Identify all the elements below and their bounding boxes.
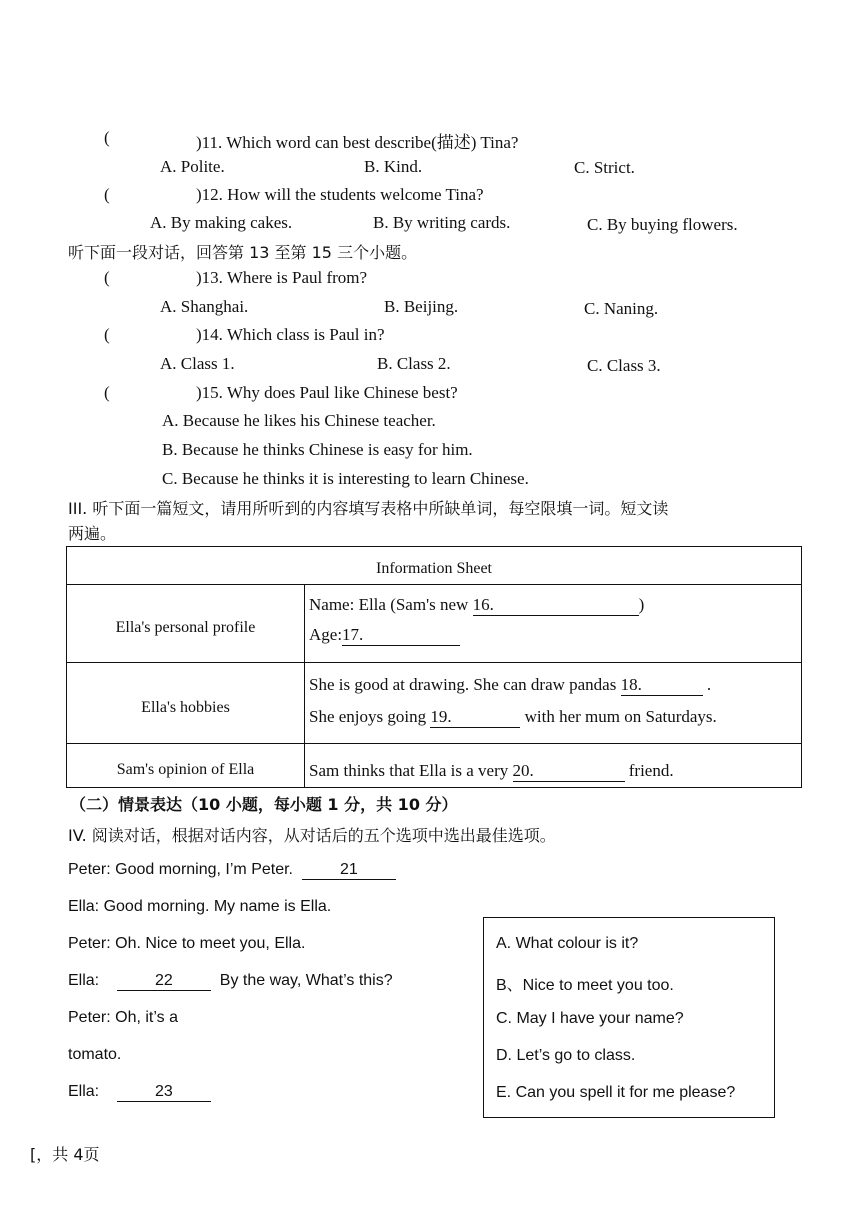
- option: C. By buying flowers.: [587, 215, 738, 234]
- blank-22[interactable]: 22: [117, 972, 211, 991]
- table-cell-line: Age:17.: [309, 625, 460, 646]
- option: B. By writing cards.: [373, 213, 511, 232]
- information-sheet-table: [66, 546, 802, 788]
- blank-20[interactable]: 20.: [513, 761, 625, 782]
- dialogue-line: Ella: Good morning. My name is Ella.: [68, 898, 332, 915]
- answer-paren: (: [104, 383, 110, 402]
- option: C. Class 3.: [587, 356, 661, 375]
- option: A. Because he likes his Chinese teacher.: [162, 411, 436, 430]
- dialogue-line: Ella: 23: [68, 1083, 211, 1102]
- dialogue-line: tomato.: [68, 1046, 122, 1063]
- row-label: Ella's personal profile: [115, 619, 256, 636]
- option: C. Naning.: [584, 299, 659, 318]
- option: B. Beijing.: [384, 297, 459, 316]
- question-stem: )15. Why does Paul like Chinese best?: [196, 383, 458, 402]
- table-cell-line: Sam thinks that Ella is a very 20. friend.: [309, 761, 674, 780]
- option: C. Strict.: [574, 158, 635, 177]
- option: A. Shanghai.: [160, 297, 249, 316]
- answer-paren: (: [104, 325, 110, 344]
- dialog-intro: 听下面一段对话，回答第 13 至第 15 三个小题。: [68, 243, 418, 262]
- table-title: Information Sheet: [376, 560, 492, 577]
- table-column-rule: [304, 584, 305, 787]
- table-cell-line: Name: Ella (Sam's new 16. ): [309, 595, 645, 614]
- row-label: Sam's opinion of Ella: [116, 761, 255, 778]
- question-stem: )11. Which word can best describe(描述) Tina?: [196, 133, 519, 152]
- section-3-instruction-cont: 两遍。: [68, 524, 117, 543]
- part-heading: （二）情景表达（10 小题，每小题 1 分，共 10 分）: [70, 795, 458, 814]
- choice-d: D. Let’s go to class.: [496, 1047, 636, 1064]
- section-4-instruction: IV. 阅读对话，根据对话内容，从对话后的五个选项中选出最佳选项。: [68, 826, 556, 845]
- option: A. By making cakes.: [150, 213, 293, 232]
- table-cell-line: She enjoys going 19. with her mum on Saturdays.: [309, 707, 717, 726]
- blank-18[interactable]: 18.: [621, 675, 703, 696]
- option: A. Polite.: [160, 157, 225, 176]
- blank-21[interactable]: 21: [302, 861, 396, 880]
- table-rule: [67, 584, 801, 585]
- section-3-instruction: III. 听下面一篇短文，请用所听到的内容填写表格中所缺单词，每空限填一词。短文读: [68, 499, 669, 518]
- blank-19[interactable]: 19.: [430, 707, 520, 728]
- dialogue-line: Ella: 22 By the way, What’s this?: [68, 972, 393, 989]
- dialogue-line: Peter: Oh. Nice to meet you, Ella.: [68, 935, 306, 952]
- choice-b: B、Nice to meet you too.: [496, 977, 674, 994]
- choice-a: A. What colour is it?: [496, 935, 639, 952]
- answer-paren: (: [104, 185, 110, 204]
- choices-box: [483, 917, 775, 1118]
- dialogue-line: Peter: Good morning, I’m Peter. 21: [68, 861, 396, 880]
- table-cell-line: She is good at drawing. She can draw pandas 18. .: [309, 675, 712, 694]
- table-rule: [67, 662, 801, 663]
- blank-23[interactable]: 23: [117, 1083, 211, 1102]
- answer-paren: (: [104, 268, 110, 287]
- option: A. Class 1.: [160, 354, 235, 373]
- table-rule: [67, 743, 801, 744]
- choice-c: C. May I have your name?: [496, 1010, 684, 1027]
- blank-17[interactable]: 17.: [342, 625, 460, 646]
- answer-paren: (: [104, 128, 110, 147]
- question-stem: )14. Which class is Paul in?: [196, 325, 385, 344]
- option: B. Kind.: [364, 157, 423, 176]
- option: B. Class 2.: [377, 354, 451, 373]
- option: C. Because he thinks it is interesting to learn Chinese.: [162, 469, 529, 488]
- option: B. Because he thinks Chinese is easy for him.: [162, 440, 473, 459]
- page-footer: [，共 4页: [30, 1145, 100, 1164]
- blank-16[interactable]: 16.: [473, 595, 639, 616]
- question-stem: )13. Where is Paul from?: [196, 268, 368, 287]
- choice-e: E. Can you spell it for me please?: [496, 1084, 736, 1101]
- row-label: Ella's hobbies: [141, 699, 230, 716]
- dialogue-line: Peter: Oh, it’s a: [68, 1009, 178, 1026]
- question-stem: )12. How will the students welcome Tina?: [196, 185, 484, 204]
